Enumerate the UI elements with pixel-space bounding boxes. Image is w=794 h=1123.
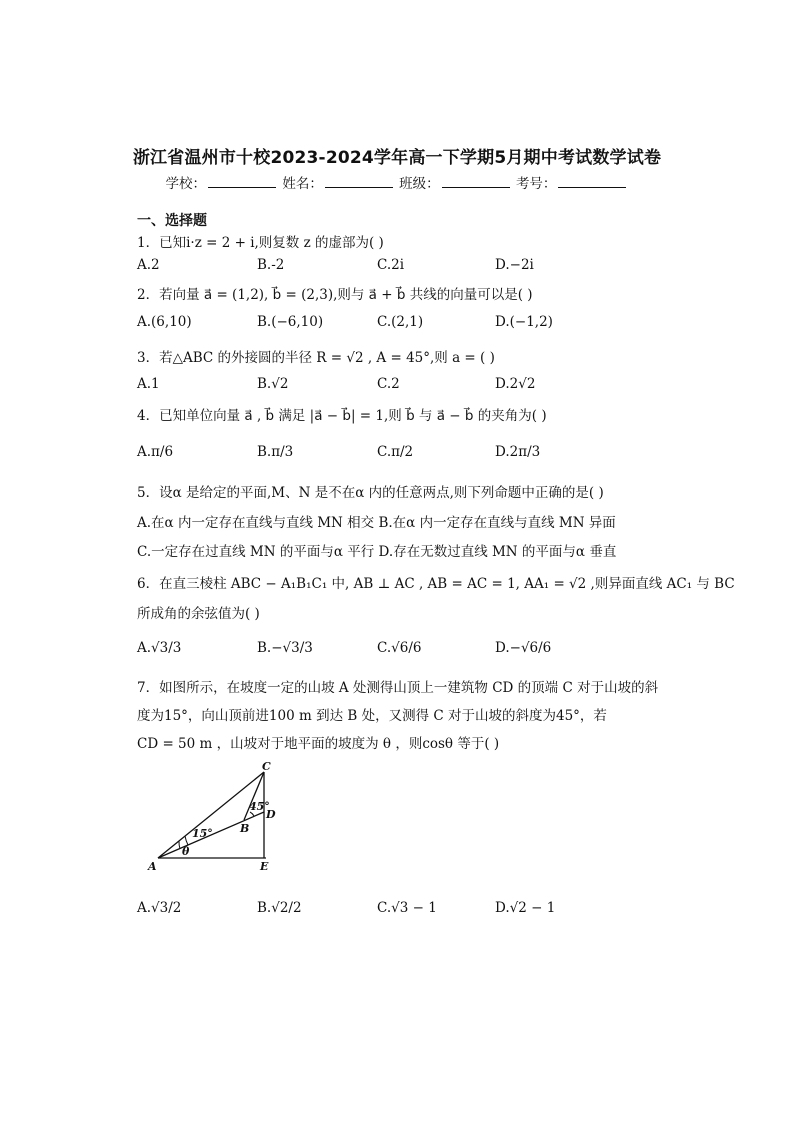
option-c[interactable]: C.√6/6 (377, 640, 422, 656)
label-15-degrees: 15° (192, 827, 213, 840)
option-a[interactable]: A.1 (137, 376, 160, 392)
label-d: D (266, 808, 276, 821)
angle-15-arc (185, 836, 188, 845)
option-c[interactable]: C.2i (377, 257, 405, 273)
label-45-degrees: 45° (249, 800, 270, 813)
option-c[interactable]: C.2 (377, 376, 400, 392)
option-d[interactable]: D.2π/3 (495, 444, 541, 460)
question-6-options (137, 640, 657, 676)
number-blank[interactable] (558, 175, 626, 188)
question-1-stem: 1．已知i·z = 2 + i,则复数 z 的虚部为( ) (137, 235, 384, 251)
option-a[interactable]: A.(6,10) (137, 314, 192, 330)
option-d[interactable]: D.√2 − 1 (495, 900, 556, 916)
option-a[interactable]: A.π/6 (137, 444, 174, 460)
question-5-options-ab[interactable]: A.在α 内一定存在直线与直线 MN 相交 B.在α 内一定存在直线与直线 MN 异面 (137, 515, 616, 531)
label-e: E (260, 860, 269, 873)
question-6-stem-line1: 6．在直三棱柱 ABC − A₁B₁C₁ 中, AB ⊥ AC , AB = AC = 1, AA₁ = √2 ,则异面直线 AC₁ 与 BC (137, 576, 735, 592)
question-7-stem-line3: CD = 50 m ，山坡对于地平面的坡度为 θ ，则cosθ 等于( ) (137, 736, 500, 752)
slope-figure (140, 760, 290, 880)
option-b[interactable]: B.π/3 (257, 444, 294, 460)
field-school-label: 学校： (165, 176, 207, 192)
page-title: 浙江省温州市十校2023-2024学年高一下学期5月期中考试数学试卷 (132, 148, 662, 168)
option-b[interactable]: B.√2 (257, 376, 289, 392)
option-a[interactable]: A.2 (137, 257, 160, 273)
option-b[interactable]: B.√2/2 (257, 900, 302, 916)
field-name-label: 姓名： (282, 176, 323, 192)
label-a: A (148, 860, 157, 873)
question-2-options (137, 314, 657, 350)
school-blank[interactable] (208, 175, 276, 188)
option-b[interactable]: B.-2 (257, 257, 285, 273)
class-blank[interactable] (442, 175, 510, 188)
theta-arc (179, 841, 180, 849)
field-number-label: 考号： (515, 176, 557, 192)
question-3-stem: 3．若△ABC 的外接圆的半径 R = √2 , A = 45°,则 a = ( ) (137, 350, 495, 366)
question-7-stem-line2: 度为15°，向山顶前进100 m 到达 B 处，又测得 C 对于山坡的斜度为45°，若 (137, 708, 607, 724)
label-theta: θ (182, 845, 190, 858)
sight-line-ac (158, 772, 264, 858)
option-d[interactable]: D.2√2 (495, 376, 536, 392)
question-7-stem-line1: 7．如图所示，在坡度一定的山坡 A 处测得山顶上一建筑物 CD 的顶端 C 对于山坡的斜 (137, 680, 659, 696)
option-a[interactable]: A.√3/3 (137, 640, 182, 656)
option-a[interactable]: A.√3/2 (137, 900, 182, 916)
option-d[interactable]: D.−2i (495, 257, 534, 273)
option-c[interactable]: C.√3 − 1 (377, 900, 437, 916)
option-c[interactable]: C.π/2 (377, 444, 414, 460)
option-c[interactable]: C.(2,1) (377, 314, 424, 330)
option-d[interactable]: D.−√6/6 (495, 640, 552, 656)
option-d[interactable]: D.(−1,2) (495, 314, 553, 330)
question-5-options-cd[interactable]: C.一定存在过直线 MN 的平面与α 平行 D.存在无数过直线 MN 的平面与α 垂直 (137, 544, 617, 560)
question-6-stem-line2: 所成角的余弦值为( ) (137, 606, 260, 622)
question-4-stem: 4．已知单位向量 a⃗ , b⃗ 满足 |a⃗ − b⃗| = 1,则 b⃗ 与 a⃗ − b⃗ 的夹角为( ) (137, 408, 547, 424)
question-7-options (137, 900, 657, 936)
option-b[interactable]: B.−√3/3 (257, 640, 313, 656)
field-class-label: 班级： (399, 176, 440, 192)
question-5-stem: 5．设α 是给定的平面,M、N 是不在α 内的任意两点,则下列命题中正确的是( ) (137, 485, 604, 501)
student-info-row (0, 172, 794, 192)
section-heading: 一、选择题 (137, 213, 207, 229)
label-c: C (262, 760, 271, 773)
question-4-options (137, 444, 657, 480)
question-2-stem: 2．若向量 a⃗ = (1,2), b⃗ = (2,3),则与 a⃗ + b⃗ 共线的向量可以是( ) (137, 287, 533, 303)
option-b[interactable]: B.(−6,10) (257, 314, 324, 330)
label-b: B (240, 822, 250, 835)
name-blank[interactable] (325, 175, 393, 188)
